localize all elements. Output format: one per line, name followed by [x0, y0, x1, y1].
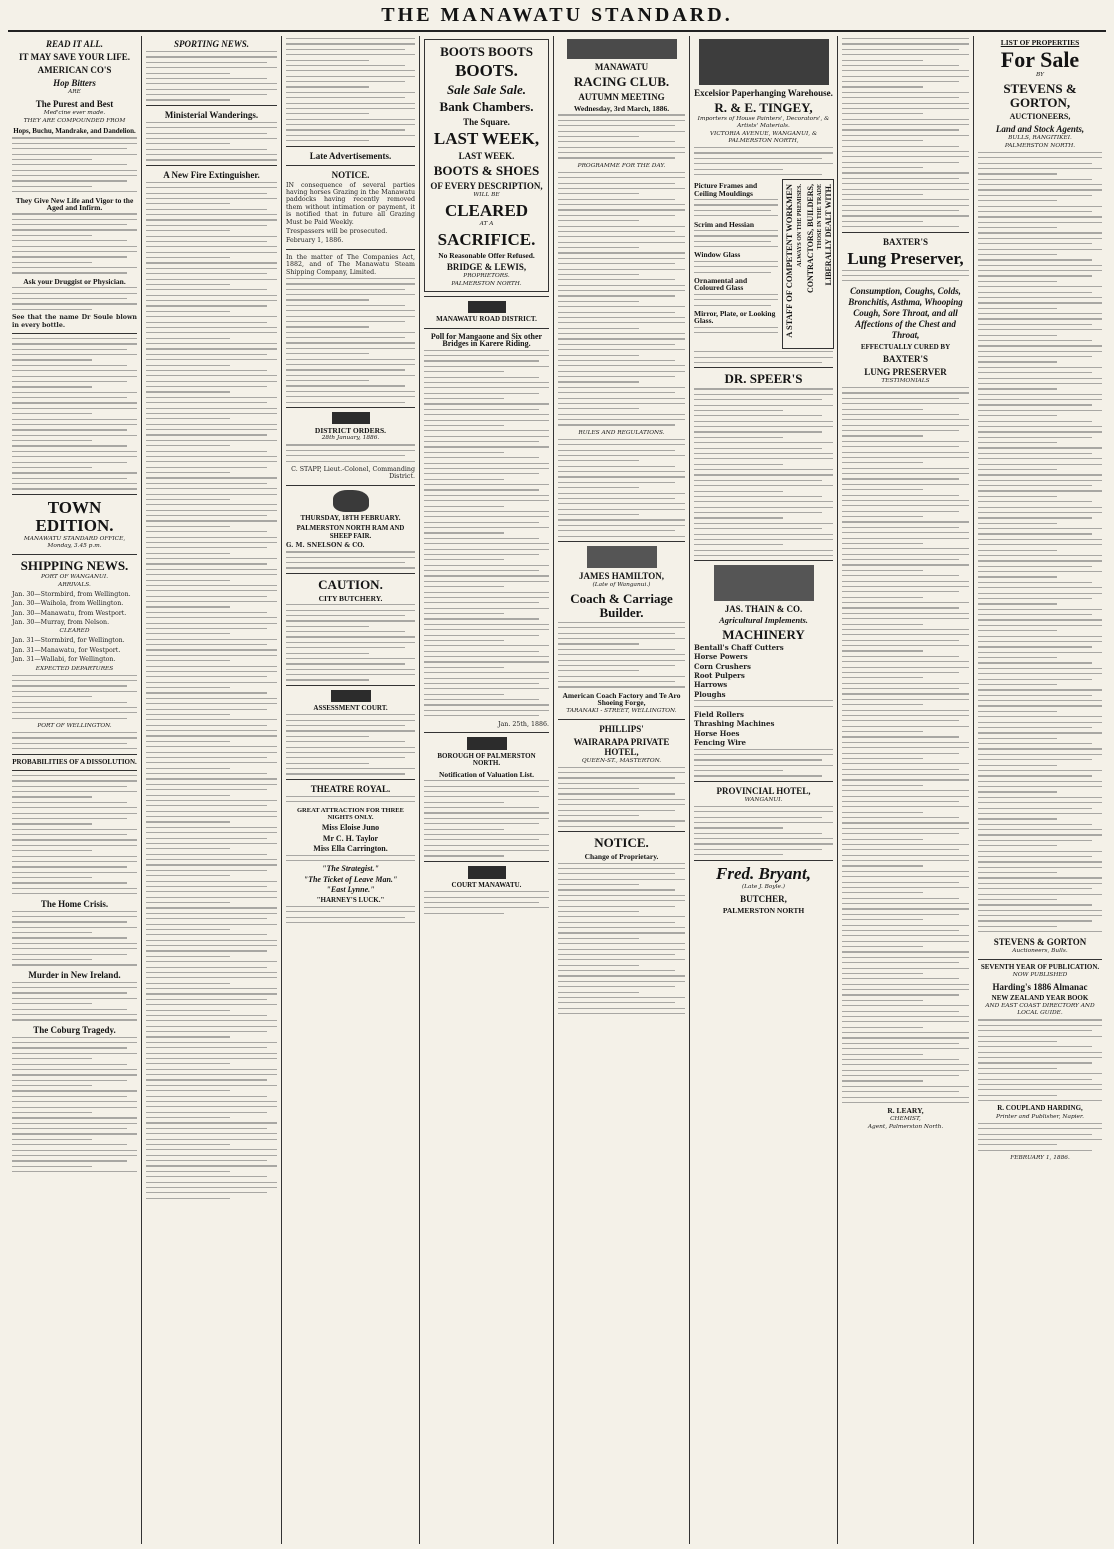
- dissolution-body: [12, 775, 137, 894]
- column-4: [420, 36, 554, 1544]
- hamilton-sub: (Late of Wanganui.): [592, 581, 651, 588]
- for-sale-heading: For Sale: [1000, 47, 1080, 73]
- read-heading: READ IT ALL.: [46, 39, 103, 49]
- valuation-heading: Notification of Valuation List.: [438, 769, 534, 779]
- last-week: LAST WEEK,: [433, 129, 540, 148]
- coach-factory: American Coach Factory and Te Aro Shoeing Forge,: [562, 690, 681, 708]
- implements-heading: Agricultural Implements.: [719, 615, 808, 626]
- strategist-title: "The Strategist.": [322, 864, 379, 874]
- company-name: AMERICAN CO'S: [37, 65, 112, 75]
- corn-crushers: Corn Crushers: [694, 661, 751, 671]
- wanganui-label: WANGANUI.: [744, 796, 783, 803]
- bulls-rangitikei: BULLS, RANGITIKEI.: [1008, 134, 1072, 141]
- every-description: OF EVERY DESCRIPTION,: [430, 181, 543, 191]
- provincial-hotel: PROVINCIAL HOTEL,: [716, 785, 811, 796]
- column-7: [838, 36, 974, 1544]
- court-heading: COURT MANAWATU.: [451, 880, 522, 889]
- autumn-meeting: AUTUMN MEETING: [578, 92, 665, 102]
- shipping-news-heading: SHIPPING NEWS.: [20, 557, 129, 573]
- lung-preserver-2: LUNG PRESERVER: [864, 367, 947, 378]
- thain-body: [694, 749, 833, 777]
- rule: [842, 232, 969, 233]
- baxters-heading: BAXTER'S: [882, 236, 928, 247]
- baxter-cures: Consumption, Coughs, Colds, Bronchitis, Asthma, Whooping Cough, Sore Throat, and all Affections of the Chest and Throat,: [848, 285, 963, 340]
- poll-heading: Poll for Mangaone and Six other Bridges in Karere Riding.: [430, 331, 543, 349]
- coburg-heading: The Coburg Tragedy.: [33, 1024, 116, 1035]
- assessment-body: [286, 714, 415, 774]
- hardings-almanac: Harding's 1886 Almanac: [992, 981, 1088, 992]
- theatre-opening: [286, 855, 415, 862]
- ram-image: [333, 490, 369, 512]
- sacrifice-heading: SACRIFICE.: [437, 230, 536, 249]
- port-wellington: PORT OF WELLINGTON.: [37, 723, 112, 730]
- butcher-label: BUTCHER,: [740, 893, 787, 904]
- column-6: [690, 36, 838, 1544]
- rule: [286, 146, 415, 147]
- cleared-2: Jan. 31—Manawatu, for Westport.: [12, 646, 121, 654]
- staff-vertical: A STAFF OF COMPETENT WORKMEN: [784, 184, 794, 339]
- rule: [694, 367, 833, 368]
- ornamental-body: [694, 294, 778, 306]
- programme-label: PROGRAMME FOR THE DAY.: [577, 162, 666, 169]
- race-officials: [558, 114, 685, 158]
- dr-speers-heading: DR. SPEER'S: [724, 371, 803, 387]
- provincial-body: [694, 806, 833, 856]
- trade-vertical: THOSE IN THE TRADE: [817, 184, 823, 250]
- tingey-intro: [694, 147, 833, 175]
- column-5: [554, 36, 690, 1544]
- property-list: [978, 152, 1102, 933]
- are-text: ARE: [68, 89, 81, 95]
- rule: [12, 770, 137, 771]
- boots-heading: BOOTS BOOTS: [440, 44, 533, 59]
- tingey-vertical-box: [782, 179, 834, 349]
- rule: [424, 296, 549, 297]
- wellington-body: [12, 732, 137, 749]
- district-body: [286, 444, 415, 461]
- column-2: [142, 36, 282, 1544]
- ornamental-glass: Ornamental and Coloured Glass: [694, 276, 748, 293]
- now-published: NOW PUBLISHED: [1012, 971, 1068, 978]
- rule: [286, 685, 415, 686]
- thain-heading: JAS. THAIN & CO.: [724, 604, 803, 615]
- rules-body: [558, 439, 685, 537]
- boots-shoes: BOOTS & SHOES: [433, 163, 540, 178]
- coach-builder: Coach & Carriage Builder.: [570, 590, 673, 620]
- chemist-label: CHEMIST,: [890, 1115, 921, 1122]
- port-wanganui: PORT OF WANGANUI.: [40, 573, 109, 580]
- scrim-body: [694, 230, 778, 247]
- new-life-heading: They Give New Life and Vigor to the Aged and Infirm.: [15, 195, 134, 212]
- excelsior-banner: Excelsior Paperhanging Warehouse.: [694, 88, 833, 98]
- druggist-heading: Ask your Druggist or Physician.: [23, 276, 126, 286]
- bridge-lewis: BRIDGE & LEWIS,: [446, 262, 527, 273]
- rule: [12, 333, 137, 334]
- murder-heading: Murder in New Ireland.: [28, 969, 121, 980]
- hamilton-heading: JAMES HAMILTON,: [578, 570, 665, 581]
- tingey-closing: [694, 351, 833, 363]
- rule: [12, 554, 137, 555]
- rules-label: RULES AND REGULATIONS.: [578, 429, 665, 436]
- tingey-body: [694, 179, 833, 349]
- root-pulpers: Root Pulpers: [694, 671, 745, 680]
- imprint-date: FEBRUARY 1, 1886.: [1010, 1155, 1070, 1162]
- rule: [978, 959, 1102, 960]
- save-life-heading: IT MAY SAVE YOUR LIFE.: [19, 52, 130, 62]
- sporting-body: [146, 51, 277, 101]
- scrim-hessian: Scrim and Hessian: [694, 219, 755, 229]
- palmerston-north-label: PALMERSTON NORTH.: [1004, 142, 1076, 149]
- manawatu-heading: MANAWATU: [594, 62, 649, 72]
- baxter-intro: [842, 270, 969, 282]
- notice-heading-2: NOTICE.: [594, 835, 649, 851]
- paperhanging-image: [699, 39, 829, 85]
- land-stock-agents: Land and Stock Agents,: [995, 123, 1085, 134]
- stevens-gorton-2: STEVENS & GORTON: [993, 936, 1087, 947]
- crest-image-4: [467, 737, 507, 750]
- auctioneers-label: AUCTIONEERS,: [1009, 112, 1071, 122]
- rule: [694, 560, 833, 561]
- purest-heading: The Purest and Best: [35, 99, 114, 109]
- ministerial-body: [146, 122, 277, 161]
- borough-heading: BOROUGH OF PALMERSTON NORTH.: [437, 751, 536, 768]
- town-edition-heading: TOWN EDITION.: [35, 497, 114, 535]
- field-rollers: Field Rollers: [694, 709, 744, 719]
- poll-body: [424, 350, 549, 717]
- caution-body: [286, 604, 415, 680]
- hotel-body: [558, 767, 685, 827]
- no-reasonable: No Reasonable Offer Refused.: [438, 251, 535, 260]
- court-body: [424, 891, 549, 914]
- bridge-lewis-ad: [424, 39, 549, 292]
- mirror-body: [694, 327, 778, 334]
- ram-fair-body: [286, 551, 415, 568]
- proprietors: PROPRIETORS.: [463, 273, 510, 280]
- carrington-name: Miss Ella Carrington.: [313, 844, 388, 854]
- winding-up-body: [286, 278, 415, 403]
- arrival-3: Jan. 30—Manawatu, from Westport.: [12, 609, 127, 617]
- cleared-label: CLEARED: [59, 628, 90, 635]
- tingey-goods: [694, 179, 778, 337]
- rule: [424, 328, 549, 329]
- premises-vertical: ALWAYS ON THE PREMISES.: [797, 184, 803, 268]
- taylor-name: Mr C. H. Taylor: [322, 833, 379, 843]
- theatre-heading: THEATRE ROYAL.: [310, 783, 391, 794]
- murder-body: [12, 982, 137, 1021]
- coupland-harding: R. COUPLAND HARDING,: [997, 1104, 1083, 1113]
- queen-street: QUEEN-ST., MASTERTON.: [581, 757, 662, 764]
- lyceum-body: [286, 38, 415, 141]
- theatre-prices: [286, 906, 415, 923]
- column-1: [8, 36, 142, 1544]
- poll-date: Jan. 25th, 1886.: [498, 720, 549, 728]
- rule: [12, 754, 137, 755]
- dr-soule-notice: See that the name Dr Soule blown in every bottle.: [12, 314, 137, 329]
- crest-image: [332, 412, 370, 424]
- liberally-vertical: LIBERALLY DEALT WITH.: [824, 184, 833, 286]
- medicine-text: Med'cine ever made.: [43, 110, 106, 116]
- tingey-heading: R. & E. TINGEY,: [714, 100, 813, 115]
- harneys-luck-title: "HARNEY'S LUCK.": [316, 895, 385, 904]
- crest-image-5: [468, 866, 506, 879]
- machinery-image: [714, 565, 814, 601]
- arrival-4: Jan. 30—Murray, from Nelson.: [12, 619, 110, 627]
- expected-label: EXPECTED DEPARTURES: [35, 665, 114, 672]
- compounded-text: THEY ARE COMPOUNDED FROM: [23, 118, 126, 124]
- phillips-heading: PHILLIPS': [599, 723, 644, 734]
- assessment-heading: ASSESSMENT COURT.: [313, 703, 388, 712]
- column-8: [974, 36, 1106, 1544]
- baxters-heading-2: BAXTER'S: [882, 354, 928, 365]
- theatre-body: [286, 796, 415, 803]
- hop-bitters: Hop Bitters: [53, 78, 96, 88]
- fencing-wire: Fencing Wire: [694, 738, 747, 748]
- extinguisher-heading: A New Fire Extinguisher.: [163, 169, 260, 180]
- trespass-date: February 1, 1886.: [286, 237, 344, 245]
- rule: [424, 732, 549, 733]
- home-crisis-heading: The Home Crisis.: [40, 898, 109, 909]
- grazing-notice: IN consequence of several parties having horses Grazing in the Manawatu paddocks having recently removed them without intimation or payment, it is notified that in future all Grazing Must be Paid Weekly.: [286, 181, 415, 226]
- sporting-heading: SPORTING NEWS.: [173, 39, 249, 49]
- auctioneers-bulls: Auctioneers, Bulls.: [1012, 947, 1068, 954]
- great-attraction: GREAT ATTRACTION FOR THREE NIGHTS ONLY.: [297, 806, 404, 821]
- coach-body: [558, 622, 685, 688]
- programme-body: [558, 172, 685, 426]
- east-lynne-title: "East Lynne.": [326, 885, 375, 895]
- masthead: [0, 0, 1114, 34]
- butchery-heading: CITY BUTCHERY.: [318, 593, 383, 603]
- rule: [694, 860, 833, 861]
- boots-heading-2: BOOTS.: [455, 61, 518, 80]
- speers-continued: [842, 38, 969, 227]
- road-district: MANAWATU ROAD DISTRICT.: [436, 315, 537, 324]
- bryant-heading: Fred. Bryant,: [716, 863, 811, 883]
- masthead-rule: [8, 30, 1106, 32]
- cleared-1: Jan. 31—Stormbird, for Wellington.: [12, 637, 125, 645]
- departures-body: [12, 675, 137, 719]
- hop-bitters-testimony: [12, 213, 137, 273]
- juno-name: Miss Eloise Juno: [321, 823, 380, 833]
- column-3: [282, 36, 420, 1544]
- horse-powers: Horse Powers: [694, 652, 748, 662]
- chaff-cutters: Bentall's Chaff Cutters: [694, 642, 784, 652]
- rule: [286, 407, 415, 408]
- rule: [286, 485, 415, 486]
- rule: [558, 831, 685, 832]
- rule: [12, 494, 137, 495]
- the-square: The Square.: [463, 117, 510, 127]
- wairarapa-hotel: WAIRARAPA PRIVATE HOTEL,: [573, 736, 670, 757]
- thursday-date: THURSDAY, 18TH FEBRUARY.: [300, 513, 401, 522]
- testimonials-label: TESTIMONIALS: [881, 378, 930, 385]
- rule: [558, 541, 685, 542]
- ministerial-heading: Ministerial Wanderings.: [164, 109, 259, 120]
- contractors-vertical: CONTRACTORS, BUILDERS,: [806, 184, 815, 294]
- arrival-2: Jan. 30—Waihola, from Wellington.: [12, 600, 124, 608]
- notice-heading: NOTICE.: [331, 169, 370, 180]
- late-ads-heading: Late Advertisements.: [309, 150, 392, 161]
- cleared-3: Jan. 31—Wallabi, for Wellington.: [12, 656, 116, 664]
- district-orders: DISTRICT ORDERS.: [314, 425, 387, 435]
- rule: [286, 573, 415, 574]
- window-body: [694, 261, 778, 273]
- racing-club: RACING CLUB.: [573, 74, 670, 89]
- taranaki-street: TARANAKI - STREET, WELLINGTON.: [566, 707, 677, 714]
- newspaper-title: THE MANAWATU STANDARD.: [381, 4, 733, 26]
- valuation-body: [424, 780, 549, 856]
- imprint-body: [978, 1123, 1102, 1151]
- dissolution-heading: PROBABILITIES OF A DISSOLUTION.: [12, 757, 137, 766]
- horse-hoes: Horse Hoes: [694, 728, 740, 738]
- stapp-signature: C. STAPP, Lieut.-Colonel, Commanding District.: [291, 465, 415, 481]
- thrashing-machines: Thrashing Machines: [694, 719, 775, 729]
- crest-image-3: [468, 301, 506, 313]
- by-label: BY: [1036, 72, 1044, 79]
- companies-act: In the matter of The Companies Act, 1882, and of The Manawatu Steam Shipping Company, Limited.: [286, 253, 415, 276]
- racing-image: [567, 39, 677, 59]
- druggist-body: [12, 287, 137, 310]
- stevens-gorton: STEVENS & GORTON,: [1003, 81, 1077, 111]
- district-date: 28th January, 1886.: [321, 435, 380, 442]
- effectually-cured: EFFECTUALLY CURED BY: [860, 342, 951, 351]
- caution-heading: CAUTION.: [318, 576, 383, 592]
- ram-fair: PALMERSTON NORTH RAM AND SHEEP FAIR.: [296, 525, 405, 540]
- machinery-heading: MACHINERY: [722, 626, 805, 642]
- hops-list: Hops, Buchu, Mandrake, and Dandelion.: [13, 127, 136, 135]
- will-be: WILL BE: [473, 192, 500, 198]
- extinguisher-body: [146, 182, 277, 1199]
- rule: [286, 249, 415, 250]
- seventh-year: SEVENTH YEAR OF PUBLICATION.: [980, 962, 1100, 971]
- mirror-glass: Mirror, Plate, or Looking Glass.: [694, 308, 776, 326]
- trespass-notice: Trespassers will be prosecuted.: [286, 227, 388, 235]
- tingey-address: VICTORIA AVENUE, WANGANUI, & PALMERSTON NORTH,: [709, 131, 818, 144]
- window-glass: Window Glass: [694, 250, 741, 260]
- leary-name: R. LEARY,: [887, 1106, 924, 1116]
- ticket-title: "The Ticket of Leave Man.": [303, 874, 398, 884]
- rule: [146, 165, 277, 166]
- agent-label: Agent, Palmerston North.: [867, 1123, 944, 1130]
- dr-speers-body: [694, 388, 833, 556]
- town-edition-sub: MANAWATU STANDARD OFFICE, Monday, 3.45 p.m.: [23, 535, 126, 549]
- change-proprietary: Change of Proprietary.: [584, 852, 659, 862]
- list-properties: LIST OF PROPERTIES: [1000, 38, 1080, 47]
- rule: [558, 719, 685, 720]
- lung-preserver-heading: Lung Preserver,: [847, 248, 964, 268]
- race-date: Wednesday, 3rd March, 1886.: [573, 104, 670, 113]
- eucalypti-ads: [12, 338, 137, 490]
- importers: Importers of House Painters', Decorators', & Artists' Materials.: [697, 116, 830, 129]
- testimonials-body: [842, 387, 969, 1103]
- crest-image-2: [331, 690, 371, 702]
- newspaper-page: [8, 36, 1106, 1544]
- home-crisis-body: [12, 911, 137, 966]
- rule: [424, 861, 549, 862]
- bank-chambers: Bank Chambers.: [439, 99, 534, 114]
- carriage-image: [587, 546, 657, 568]
- rule: [694, 781, 833, 782]
- arrival-1: Jan. 30—Stormbird, from Wellington.: [12, 590, 131, 598]
- arrivals-label: ARRIVALS.: [58, 581, 91, 588]
- picture-body: [694, 199, 778, 216]
- east-coast-directory: AND EAST COAST DIRECTORY AND LOCAL GUIDE.: [985, 1003, 1095, 1017]
- rule: [146, 105, 277, 106]
- ploughs: Ploughs: [694, 689, 726, 699]
- coburg-body: [12, 1037, 137, 1173]
- picture-frames: Picture Frames and Ceiling Mouldings: [694, 181, 758, 198]
- sale-heading: Sale Sale Sale.: [446, 82, 527, 97]
- harrows: Harrows: [694, 680, 728, 690]
- cleared-heading: CLEARED: [444, 201, 529, 220]
- hop-bitters-body: [12, 137, 137, 192]
- bryant-palmerston: PALMERSTON NORTH: [722, 905, 805, 915]
- boyle-sub: (Late J. Boyle.): [741, 883, 786, 890]
- almanac-body: [978, 1019, 1102, 1101]
- printer-publisher: Printer and Publisher, Napier.: [996, 1113, 1084, 1120]
- palmerston-north: PALMERSTON NORTH.: [451, 281, 522, 288]
- snelson-name: G. M. SNELSON & CO.: [286, 541, 365, 549]
- change-body: [558, 863, 685, 1015]
- rule: [286, 779, 415, 780]
- year-book: NEW ZEALAND YEAR BOOK: [991, 993, 1089, 1002]
- last-week-2: LAST WEEK.: [458, 151, 515, 161]
- ploughs-body: [694, 700, 833, 707]
- rule: [286, 165, 415, 166]
- at-a: AT A: [479, 221, 494, 227]
